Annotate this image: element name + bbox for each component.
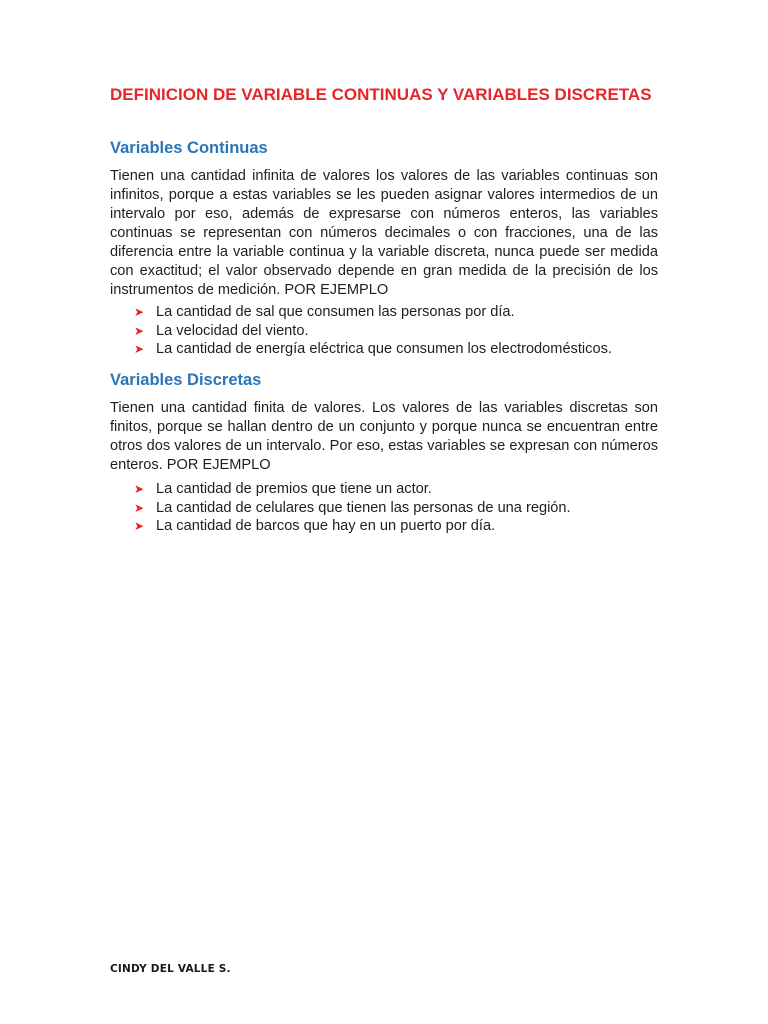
- arrow-bullet-icon: ➤: [134, 323, 145, 338]
- list-item-text: La cantidad de premios que tiene un actor.: [156, 481, 432, 497]
- arrow-bullet-icon: ➤: [134, 482, 145, 496]
- arrow-bullet-icon: ➤: [134, 519, 145, 533]
- paragraph-discretas: Tienen una cantidad finita de valores. Los valores de las variables discretas son finitos, porque se hallan dentro de un conjunto y porque nunca se encuentran entre otros dos valores de un intervalo. Por eso, estas variables se expresan con números enteros. POR EJEMPLO: [110, 400, 658, 473]
- arrow-bullet-icon: ➤: [134, 342, 145, 356]
- section-heading-discretas: Variables Discretas: [110, 371, 262, 389]
- bullet-list-continuas: [110, 303, 670, 359]
- list-item: [110, 480, 670, 499]
- list-item: [110, 322, 670, 341]
- arrow-bullet-icon: ➤: [134, 305, 145, 319]
- arrow-bullet-icon: ➤: [134, 500, 145, 515]
- list-item-text: La cantidad de energía eléctrica que consumen los electrodomésticos.: [156, 341, 612, 357]
- list-item-text: La cantidad de sal que consumen las personas por día.: [156, 304, 515, 320]
- list-item: [110, 340, 670, 359]
- list-item: [110, 517, 670, 536]
- document-title: DEFINICION DE VARIABLE CONTINUAS Y VARIABLES DISCRETAS: [110, 85, 652, 104]
- footer-author: CINDY DEL VALLE S.: [110, 963, 231, 975]
- list-item-text: La velocidad del viento.: [156, 322, 309, 339]
- section-heading-continuas: Variables Continuas: [110, 139, 268, 157]
- list-item-text: La cantidad de barcos que hay en un puerto por día.: [156, 518, 496, 534]
- list-item-text: La cantidad de celulares que tienen las personas de una región.: [156, 499, 571, 516]
- list-item: [110, 499, 670, 518]
- paragraph-continuas: Tienen una cantidad infinita de valores los valores de las variables continuas son infinitos, porque a estas variables se les pueden asignar valores intermedios de un intervalo por eso, además de expresarse con números enteros, las variables continuas se representan con números decimales o con fracciones, una de las diferencia entre la variable continua y la variable discreta, nunca puede ser medida con exactitud; el valor observado depende en gran medida de la precisión de los instrumentos de medición. POR EJEMPLO: [110, 168, 658, 298]
- list-item: [110, 303, 670, 322]
- bullet-list-discretas: [110, 480, 670, 536]
